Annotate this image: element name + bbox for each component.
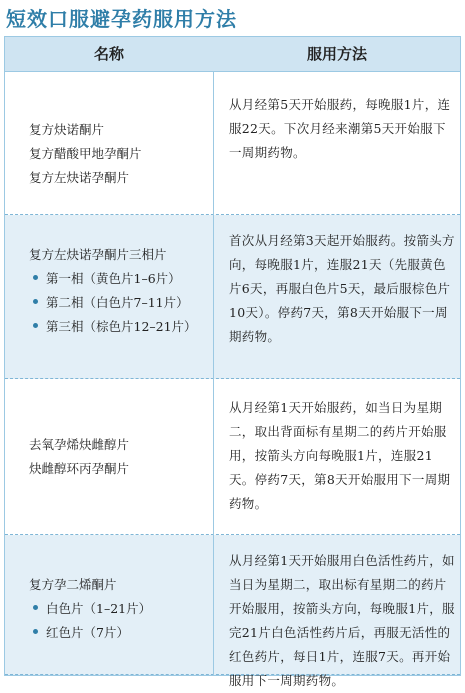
header-name: 名称: [93, 45, 124, 63]
drug-names: [29, 433, 209, 481]
bullet-icon: [33, 299, 38, 304]
method-text: 首次从月经第3天起开始服药。按箭头方向，每晚服1片，连服21天（先服黄色片6天，再服白色片5天，最后服棕色片10天）。停药7天，第8天开始服下一周期药物。: [229, 233, 455, 344]
bullet-icon: [33, 323, 38, 328]
table-row: [5, 71, 460, 215]
table-row: [5, 535, 460, 688]
table-row: [5, 215, 460, 379]
method-text: 从月经第5天开始服药，每晚服1片，连服22天。下次月经来潮第5天开始服下一周期药物。: [229, 97, 451, 160]
tablet-item: [29, 597, 209, 621]
phase-item: [29, 315, 209, 339]
drug-name: 复方炔诺酮片: [29, 122, 105, 137]
drug-name: 复方左炔诺孕酮片: [29, 170, 130, 185]
phase-item: [29, 291, 209, 315]
bullet-icon: [33, 275, 38, 280]
tablet-label: 白色片（1–21片）: [46, 601, 152, 616]
phase-label: 第二相（白色片7–11片）: [46, 295, 189, 310]
bullet-icon: [33, 605, 38, 610]
column-divider: [213, 71, 214, 675]
drug-name: 复方左炔诺孕酮片三相片: [29, 247, 167, 262]
method-text: 从月经第1天开始服用白色活性药片，如当日为星期二，取出标有星期二的药片开始服用，按箭头方向，每晚服1片，服完21片白色活性药片后，再服无活性的红色药片，每日1片，连服7天。再开始服用下一周期药物。: [229, 553, 455, 688]
page-title: 短效口服避孕药服用方法: [6, 7, 237, 31]
bullet-icon: [33, 629, 38, 634]
tablet-item: [29, 621, 209, 645]
method-text: 从月经第1天开始服药，如当日为星期二，取出背面标有星期二的药片开始服用，按箭头方向每晚服1片，连服21天。停药7天，第8天开始服用下一周期药物。: [229, 400, 451, 511]
drug-names: [29, 243, 209, 339]
drug-name: 复方孕二烯酮片: [29, 577, 117, 592]
dosage-table: [4, 36, 461, 688]
phase-label: 第三相（棕色片12–21片）: [46, 319, 197, 334]
drug-names: [29, 118, 209, 190]
phase-item: [29, 267, 209, 291]
header-method: 服用方法: [306, 45, 367, 63]
table-row: [5, 379, 460, 535]
phase-label: 第一相（黄色片1–6片）: [46, 271, 181, 286]
table-header: [5, 37, 460, 72]
drug-name: 炔雌醇环丙孕酮片: [29, 461, 130, 476]
drug-names: [29, 573, 209, 645]
drug-name: 复方醋酸甲地孕酮片: [29, 146, 142, 161]
drug-name: 去氧孕烯炔雌醇片: [29, 437, 130, 452]
tablet-label: 红色片（7片）: [46, 625, 129, 640]
